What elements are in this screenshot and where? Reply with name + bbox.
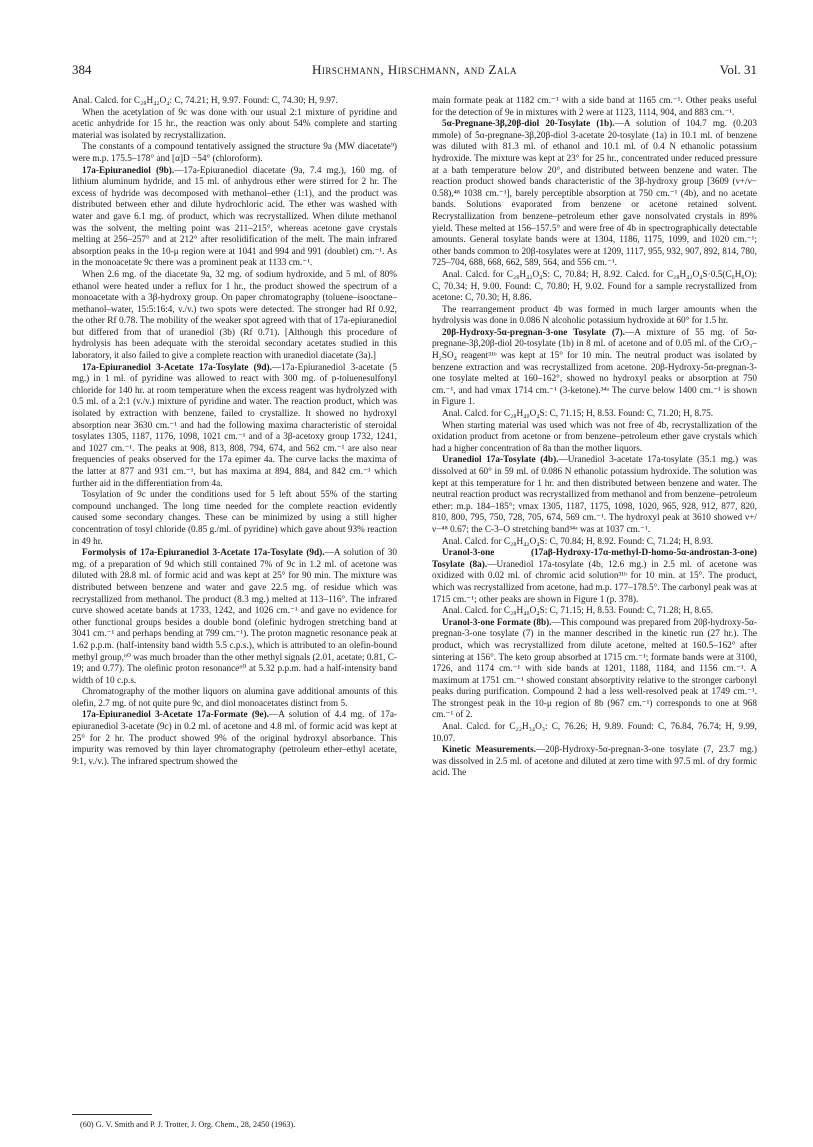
paragraph-text: —17a-Epiuranediol diacetate (9a, 7.4 mg.), 160 mg. of lithium aluminum hydride, and 15 ml. of anhydrous ether were stirred for 2 hr. The excess of hydride was decomposed with methanol–ether (1:1), and the product was distributed between ether and dilute hydrochloric acid. The ether was washed with water and gave 6.1 mg. of product, which was recrystallized. When dilute methanol was the solvent, the melting point was 211–215°, whereas acetone gave crystals melting at 256–257° and at 212° after resolidification of the melt. The main infrared absorption peaks in the 10-μ region were at 1041 and 994 and 991 (doublet) cm.⁻¹. As in the monoacetate 9c there was a prominent peak at 1133 cm.⁻¹. [72, 165, 397, 269]
paragraph [72, 96, 397, 108]
paragraph [432, 328, 757, 409]
paragraph-text: Chromatography of the mother liquors on alumina gave additional amounts of this olefin, 2.7 mg. of not quite pure 9c, and diol monoacetates distinct from 5. [72, 687, 397, 709]
paragraph [432, 618, 757, 722]
section-heading: Uranol-3-one Formate (8b). [442, 617, 552, 628]
paragraph-text: When the acetylation of 9c was done with our usual 2:1 mixture of pyridine and acetic anhydride for 15 hr., the reaction was only about 54% complete and starting material was isolated by recrystallization. [72, 107, 397, 141]
paragraph [432, 270, 757, 305]
paragraph [432, 421, 757, 456]
paragraph [72, 270, 397, 363]
paragraph-text: Tosylation of 9c under the conditions used for 5 left about 55% of the starting compound unchanged. The long time needed for the complete reaction evidently caused some secondary changes. These can be minimized by using a still higher concentration of tosyl chloride (0.85 g./ml. of pyridine) which gave about 93% reaction in 49 hr. [72, 490, 397, 547]
page-header [72, 62, 757, 84]
paragraph-text: The constants of a compound tentatively assigned the structure 9a (MW diacetate⁹) were m.p. 175.5–178° and [α]D −54° (chloroform). [72, 142, 397, 164]
paragraph [432, 606, 757, 618]
section-heading: Uranol-3-one (17aβ-Hydroxy-17α-methyl-D-homo-5α-androstan-3-one) Tosylate (8a). [432, 548, 757, 570]
paragraph-text: —A solution of 30 mg. of a preparation of 9d which still contained 7% of 9c in 1.2 ml. of acetone was diluted with 28.8 ml. of formic acid and was kept at 25° for 90 min. The mixture was distributed between benzene and water and gave 22.5 mg. of residue which was recrystallized from methanol. The product (8.3 mg.) melted at 113–116°. The infrared curve showed acetate bands at 1733, 1242, and 1026 cm.⁻¹ and gave no evidence for other functional groups besides a double bond (olefinic hydrogen stretching band at 3041 cm.⁻¹ and perhaps bending at 799 cm.⁻¹). The proton magnetic resonance peak at 1.62 p.p.m. (half-intensity band width 5.5 c.p.s.), which is attributed to an olefin-bound methyl group,⁶⁰ was much broader than the other methyl signals (2.01, acetate; 0.81, C-19; and 0.77). The olefinic proton resonance⁶⁰ at 5.32 p.p.m. had a half-intensity band width of 10 c.p.s. [72, 548, 397, 686]
section-heading: 17a-Epiuranediol (9b). [82, 165, 175, 176]
paragraph-text: Anal. Calcd. for C₂₈H₄₂O₄S: C, 70.84; H, 8.92. Found: C, 71.24; H, 8.93. [442, 536, 714, 547]
paragraph [432, 96, 757, 119]
section-heading: Uranediol 17a-Tosylate (4b). [442, 455, 559, 466]
paragraph-text: The rearrangement product 4b was formed in much larger amounts when the hydrolysis was done in 0.086 N alcoholic potassium hydroxide at 60° for 1.5 hr. [432, 304, 757, 327]
paragraph-text: Anal. Calcd. for C₂₈H₄₀O₄S: C, 71.15; H, 8.53. Found: C, 71.28; H, 8.65. [442, 606, 714, 617]
paragraph-text: —20β-Hydroxy-5α-pregnan-3-one tosylate (7, 23.7 mg.) was dissolved in 2.5 ml. of acetone and diluted at zero time with 97.5 ml. of dry formic acid. The [432, 745, 758, 779]
paragraph [432, 455, 757, 536]
paragraph [432, 548, 757, 606]
section-heading: 17a-Epiuranediol 3-Acetate 17a-Tosylate (9d). [82, 362, 272, 373]
paragraph-text: main formate peak at 1182 cm.⁻¹ with a side band at 1165 cm.⁻¹. Other peaks useful for the detection of 9e in mixtures with 2 were at 1123, 1114, 904, and 883 cm.⁻¹. [432, 96, 757, 118]
right-column [432, 96, 757, 780]
paragraph-text: —A solution of 4.4 mg. of 17a-epiuranediol 3-acetate (9c) in 0.2 ml. of acetone and 4.8 ml. of formic acid was kept at 25° for 2 hr. The product showed 9% of the original hydroxyl absorbance. This impurity was removed by thin layer chromatography (petroleum ether–ethyl acetate, 9:1, v./v.). The infrared spectrum showed the [72, 710, 397, 767]
paragraph [432, 745, 757, 780]
paragraph [72, 548, 397, 687]
paragraph-text: —A solution of 104.7 mg. (0.203 mmole) of 5α-pregnane-3β,20β-diol 3-acetate 20-tosylate (1a) in 10.1 ml. of benzene was diluted with 81.3 ml. of ethanol and 10.1 ml. of 0.4 N ethanolic potassium hydroxide. The mixture was kept at 23° for 25 hr., concentrated under reduced pressure at a bath temperature below 20°, and distributed between benzene and water. The reaction product showed bands characteristic of the 3β-hydroxy group [3609 (ν+/ν− 0.58),⁴⁸ 1038 cm.⁻¹], barely perceptible absorption at 750 cm.⁻¹ (4b), and no acetate bands. Solutions evaporated from benzene or acetone retained solvent. Recrystallization from benzene–petroleum ether gave nonsolvated crystals in 89% yield. These melted at 156–157.5° and were free of 4b in spectrographically detectable amounts. General tosylate bands were at 1304, 1186, 1175, 1099, and 1020 cm.⁻¹; other bands common to 20β-tosylates were at 1209, 1117, 955, 932, 907, 892, 814, 780, 725–704, 688, 668, 662, 589, 564, and 556 cm.⁻¹. [432, 119, 757, 269]
footnote: (60) G. V. Smith and P. J. Trotter, J. Org. Chem., 28, 2450 (1963). [80, 1120, 296, 1129]
section-heading: Kinetic Measurements. [442, 745, 536, 756]
paragraph [72, 108, 397, 143]
paragraph [72, 142, 397, 165]
paragraph-text: —Uranediol 17a-tosylate (4b, 12.6 mg.) in 2.5 ml. of acetone was oxidized with 0.02 ml. of chromic acid solution³¹ᵇ for 10 min. at 15°. The product, which was recrystallized from acetone, had m.p. 177–178.5°. The carbonyl peak was at 1715 cm.⁻¹; other peaks are shown in Figure 1 (p. 378). [432, 559, 758, 605]
paragraph-text: —A mixture of 55 mg. of 5α-pregnane-3β,20β-diol 20-tosylate (1b) in 8 ml. of acetone and of 0.05 ml. of the CrO₃–H₂SO₄ reagent³¹ᵇ was kept at 15° for 10 min. The neutral product was isolated by benzene extraction and was recrystallized from acetone. 20β-Hydroxy-5α-pregnan-3-one tosylate melted at 160–162°, showed no hydroxyl peaks or absorption at 750 cm.⁻¹, and had νmax 1714 cm.⁻¹ (3-ketone).³⁴ᵃ The curve below 1400 cm.⁻¹ is shown in Figure 1. [432, 327, 757, 408]
paragraph [72, 710, 397, 768]
paragraph [432, 537, 757, 549]
paragraph [432, 722, 757, 745]
paragraph [72, 687, 397, 710]
page-number: 384 [72, 62, 92, 77]
footnote-rule [72, 1114, 152, 1115]
paragraph-text: Anal. Calcd. for C₂₂H₃₄O₃: C, 76.26; H, 9.89. Found: C, 76.84, 76.74; H, 9.99, 10.07. [432, 722, 757, 744]
paragraph-text: Anal. Calcd. for C₂₈H₄₀O₄S: C, 71.15; H, 8.53. Found: C, 71.20; H, 8.75. [442, 409, 714, 420]
volume-label: Vol. 31 [719, 62, 757, 77]
paragraph [432, 119, 757, 270]
paragraph [432, 305, 757, 328]
left-column [72, 96, 397, 768]
paragraph-text: —Uranediol 3-acetate 17a-tosylate (35.1 mg.) was dissolved at 60° in 59 ml. of 0.086 N ethanolic potassium hydroxide. The solution was kept at this temperature for 1 hr. and then distributed between benzene and water. The neutral reaction product was recrystallized from methanol and from benzene–petroleum ether: m.p. 184–185°; νmax 1305, 1187, 1175, 1098, 1020, 965, 928, 912, 877, 820, 810, 800, 795, 750, 728, 705, 674, 569 cm.⁻¹. The hydroxyl peak at 3610 showed ν+/ν−⁴⁸ 0.67; the C-3–O stretching band³⁴ᵃ was at 1037 cm.⁻¹. [432, 455, 757, 535]
section-heading: Formolysis of 17a-Epiuranediol 3-Acetate 17a-Tosylate (9d). [82, 548, 325, 559]
paragraph [72, 490, 397, 548]
paragraph [432, 409, 757, 421]
paragraph-text: When starting material was used which was not free of 4b, recrystallization of the oxidation product from acetone or from benzene–petroleum ether gave crystals which had a higher concentration of 8a than the mother liquors. [432, 420, 757, 454]
paragraph-text: Anal. Calcd. for C₂₈H₄₂O₄: C, 74.21; H, 9.97. Found: C, 74.30; H, 9.97. [72, 96, 338, 106]
paragraph-text: —This compound was prepared from 20β-hydroxy-5α-pregnan-3-one tosylate (7) in the manner described in the kinetic run (27 hr.). The product, which was recrystallized from dilute acetone, melted at 160.5–162° after sintering at 156°. The keto group absorbed at 1715 cm.⁻¹; formate bands were at 3100, 1726, and 1174 cm.⁻¹ with side bands at 1201, 1188, 1184, and 1156 cm.⁻¹. A maximum at 1751 cm.⁻¹ showed constant absorptivity relative to the stronger carbonyl peaks during purification. Compound 2 had a less well-resolved peak at 1749 cm.⁻¹. The strongest peak in the 10-μ region of 8b (967 cm.⁻¹) corresponds to one at 968 cm.⁻¹ of 2. [432, 617, 757, 721]
paragraph [72, 166, 397, 270]
paragraph-text: When 2.6 mg. of the diacetate 9a, 32 mg. of sodium hydroxide, and 5 ml. of 80% ethanol were heated under a reflux for 1 hr., the product showed the spectrum of a monoacetate with a 3β-hydroxy group. On paper chromatography (toluene–isooctane–methanol–water, 15:5:16:4, v./v.) two spots were detected. The stronger had Rf 0.92, the other Rf 0.78. The mobility of the weaker spot agreed with that of 17a-epiuranediol but differed from that of uranediol (3b) (Rf 0.71). [Although this procedure of hydrolysis has been adequate with the steroidal secondary acetates studied in this laboratory, it also failed to give a complete reaction with uranediol diacetate (3a).] [72, 269, 397, 362]
section-heading: 17a-Epiuranediol 3-Acetate 17a-Formate (9e). [82, 710, 270, 721]
paragraph-text: Anal. Calcd. for C₂₈H₄₂O₄S: C, 70.84; H, 8.92. Calcd. for C₂₈H₄₂O₄S·0.5(C₆H₆O): C, 70.34; H, 9.00. Found: C, 70.80; H, 9.02. Found for a sample recrystallized from acetone: C, 70.30; H, 8.86. [432, 269, 757, 304]
paragraph-text: —17a-Epiuranediol 3-acetate (5 mg.) in 1 ml. of pyridine was allowed to react with 300 mg. of p-toluenesulfonyl chloride for 140 hr. at room temperature when the excess reagent was hydrolyzed with 0.5 ml. of a 2:1 (v./v.) mixture of pyridine and water. The reaction product, which was isolated by extraction with benzene, failed to crystallize. It showed no hydroxyl absorption near 3630 cm.⁻¹ and had the following maxima characteristic of steroidal tosylates 1305, 1187, 1176, 1098, 1021 cm.⁻¹ and of a 3β-acetoxy group 1732, 1241, and 1027 cm.⁻¹. The peaks at 908, 813, 808, 794, 674, and 562 cm.⁻¹ are also near frequencies of peaks observed for the 17a epimer 4a. The curve lacks the maxima of the latter at 877 and 931 cm.⁻¹, but has maxima at 894, 884, and 842 cm.⁻¹ which further aid in the differentiation from 4a. [72, 362, 397, 489]
running-title: Hirschmann, Hirschmann, and Zala [312, 62, 517, 77]
paragraph [72, 363, 397, 491]
section-heading: 20β-Hydroxy-5α-pregnan-3-one Tosylate (7). [442, 327, 625, 338]
section-heading: 5α-Pregnane-3β,20β-diol 20-Tosylate (1b). [442, 119, 615, 130]
